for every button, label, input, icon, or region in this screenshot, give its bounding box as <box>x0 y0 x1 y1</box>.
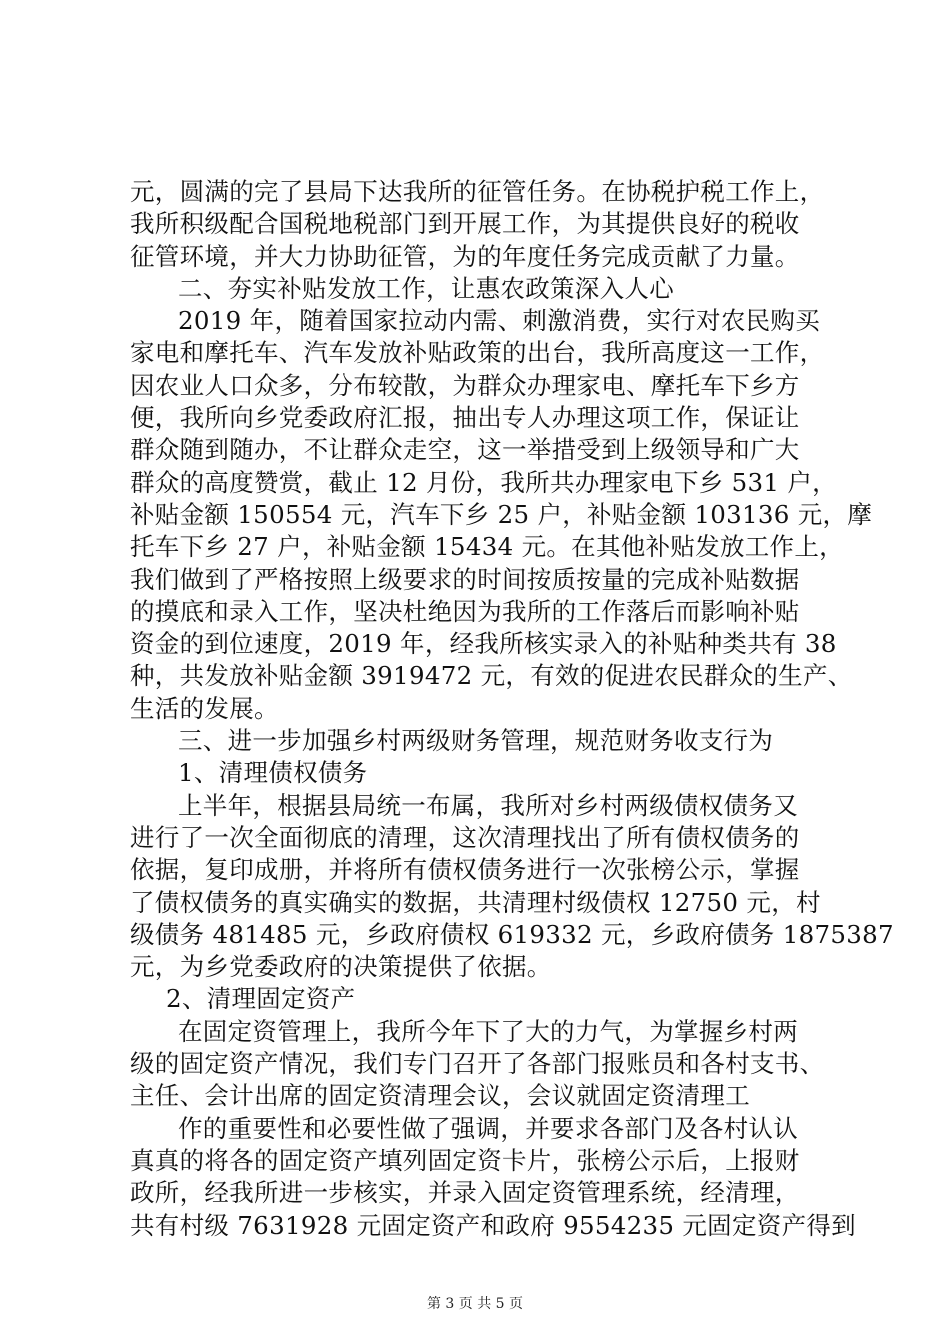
text-line: 上半年，根据县局统一布属，我所对乡村两级债权债务又 <box>178 790 798 820</box>
subsection-heading-2: 2、清理固定资产 <box>166 984 356 1014</box>
text-line: 生活的发展。 <box>130 693 279 723</box>
text-line: 群众随到随办，不让群众走空，这一举措受到上级领导和广大 <box>130 435 800 465</box>
page-footer <box>0 1295 950 1313</box>
text-line: 家电和摩托车、汽车发放补贴政策的出台，我所高度这一工作， <box>130 338 825 368</box>
text-line: 我们做到了严格按照上级要求的时间按质按量的完成补贴数据 <box>130 564 800 594</box>
text-line: 征管环境，并大力协助征管，为的年度任务完成贡献了力量。 <box>130 241 800 271</box>
text-line: 2019 年，随着国家拉动内需、刺激消费，实行对农民购买 <box>178 306 821 336</box>
text-line: 群众的高度赞赏，截止 12 月份，我所共办理家电下乡 531 户， <box>130 467 837 497</box>
subsection-heading-1: 1、清理债权债务 <box>178 758 368 788</box>
text-line: 的摸底和录入工作，坚决杜绝因为我所的工作落后而影响补贴 <box>130 596 800 626</box>
text-line: 我所积级配合国税地税部门到开展工作，为其提供良好的税收 <box>130 209 800 239</box>
text-line: 政所，经我所进一步核实，并录入固定资管理系统，经清理， <box>130 1178 800 1208</box>
text-line: 了债权债务的真实确实的数据，共清理村级债权 12750 元，村 <box>130 887 821 917</box>
text-line: 资金的到位速度，2019 年，经我所核实录入的补贴种类共有 38 <box>130 629 837 659</box>
section-heading-2: 二、夯实补贴发放工作，让惠农政策深入人心 <box>178 273 674 303</box>
text-line: 真真的将各的固定资产填列固定资卡片，张榜公示后，上报财 <box>130 1145 800 1175</box>
text-line: 因农业人口众多，分布较散，为群众办理家电、摩托车下乡方 <box>130 370 800 400</box>
text-line: 进行了一次全面彻底的清理，这次清理找出了所有债权债务的 <box>130 822 800 852</box>
text-line: 在固定资管理上，我所今年下了大的力气，为掌握乡村两 <box>178 1016 798 1046</box>
text-line: 元，圆满的完了县局下达我所的征管任务。在协税护税工作上， <box>130 177 825 206</box>
text-line: 托车下乡 27 户，补贴金额 15434 元。在其他补贴发放工作上， <box>130 532 844 562</box>
text-line: 补贴金额 150554 元，汽车下乡 25 户，补贴金额 103136 元，摩 <box>130 499 873 529</box>
page-number: 第 3 页 共 5 页 <box>426 1296 524 1312</box>
text-line: 级债务 481485 元，乡政府债权 619332 元，乡政府债务 1875387 <box>130 919 894 949</box>
document-body <box>130 176 894 1242</box>
text-line: 共有村级 7631928 元固定资产和政府 9554235 元固定资产得到 <box>130 1210 856 1240</box>
text-line: 级的固定资产情况，我们专门召开了各部门报账员和各村支书、 <box>130 1049 825 1079</box>
text-line: 元，为乡党委政府的决策提供了依据。 <box>130 952 552 982</box>
text-line: 种，共发放补贴金额 3919472 元，有效的促进农民群众的生产、 <box>130 661 853 691</box>
text-line: 作的重要性和必要性做了强调，并要求各部门及各村认认 <box>178 1113 798 1143</box>
section-heading-3: 三、进一步加强乡村两级财务管理，规范财务收支行为 <box>178 726 774 756</box>
text-line: 主任、会计出席的固定资清理会议，会议就固定资清理工 <box>130 1081 750 1111</box>
text-line: 便，我所向乡党委政府汇报，抽出专人办理这项工作，保证让 <box>130 403 800 433</box>
text-line: 依据，复印成册，并将所有债权债务进行一次张榜公示，掌握 <box>130 855 800 885</box>
